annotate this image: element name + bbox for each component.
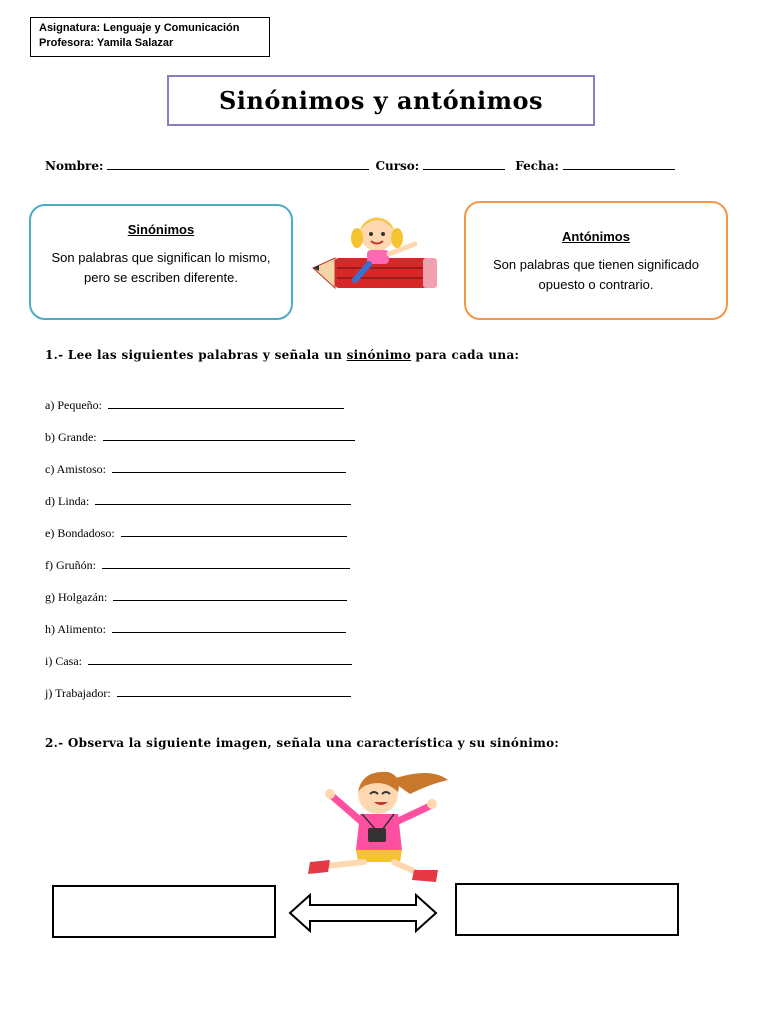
subject-label: Asignatura: Lenguaje y Comunicación bbox=[39, 22, 240, 34]
list-item bbox=[45, 398, 344, 413]
item-label: b) Grande: bbox=[45, 430, 97, 444]
synonyms-text: Son palabras que significan lo mismo, pero se escriben diferente. bbox=[51, 250, 271, 285]
question-1-prefix: 1.- Lee las siguientes palabras y señala un bbox=[45, 348, 347, 362]
item-label: f) Gruñón: bbox=[45, 558, 96, 572]
item-label: g) Holgazán: bbox=[45, 590, 108, 604]
list-item bbox=[45, 654, 352, 669]
item-label: h) Alimento: bbox=[45, 622, 106, 636]
antonyms-definition-box bbox=[464, 201, 728, 320]
answer-line[interactable] bbox=[112, 462, 346, 473]
antonyms-text: Son palabras que tienen significado opuesto o contrario. bbox=[493, 257, 699, 292]
answer-line[interactable] bbox=[103, 430, 355, 441]
item-label: c) Amistoso: bbox=[45, 462, 107, 476]
question-1-emphasis: sinónimo bbox=[346, 348, 412, 362]
list-item bbox=[45, 462, 346, 477]
synonym-answer-box[interactable] bbox=[455, 883, 679, 936]
answer-line[interactable] bbox=[95, 494, 351, 505]
list-item bbox=[45, 430, 355, 445]
item-label: i) Casa: bbox=[45, 654, 82, 668]
synonyms-heading: Sinónimos bbox=[127, 222, 195, 237]
answer-line[interactable] bbox=[88, 654, 352, 665]
name-field[interactable] bbox=[107, 157, 369, 170]
antonyms-heading: Antónimos bbox=[562, 229, 630, 244]
characteristic-answer-box[interactable] bbox=[52, 885, 276, 938]
list-item bbox=[45, 622, 346, 637]
list-item bbox=[45, 686, 351, 701]
synonyms-definition-box bbox=[29, 204, 293, 320]
question-1-suffix: para cada una: bbox=[411, 348, 520, 362]
course-field[interactable] bbox=[423, 157, 505, 170]
answer-line[interactable] bbox=[112, 622, 346, 633]
answer-line[interactable] bbox=[108, 398, 344, 409]
header-info-box bbox=[30, 17, 270, 57]
student-info-row bbox=[45, 157, 681, 173]
list-item bbox=[45, 526, 347, 541]
item-label: e) Bondadoso: bbox=[45, 526, 115, 540]
double-arrow-icon bbox=[288, 893, 438, 933]
name-label: Nombre: bbox=[45, 159, 104, 173]
item-label: j) Trabajador: bbox=[45, 686, 111, 700]
course-label: Curso: bbox=[375, 159, 420, 173]
question-1 bbox=[45, 348, 519, 362]
answer-line[interactable] bbox=[113, 590, 347, 601]
date-field[interactable] bbox=[563, 157, 675, 170]
page-title: Sinónimos y antónimos bbox=[167, 75, 595, 126]
girl-on-pencil-illustration bbox=[305, 208, 445, 308]
answer-line[interactable] bbox=[121, 526, 347, 537]
answer-line[interactable] bbox=[117, 686, 351, 697]
jumping-girl-illustration bbox=[290, 766, 460, 886]
date-label: Fecha: bbox=[515, 159, 559, 173]
answer-line[interactable] bbox=[102, 558, 350, 569]
item-label: a) Pequeño: bbox=[45, 398, 102, 412]
teacher-label: Profesora: Yamila Salazar bbox=[39, 37, 174, 49]
list-item bbox=[45, 590, 347, 605]
list-item bbox=[45, 558, 350, 573]
list-item bbox=[45, 494, 351, 509]
question-2: 2.- Observa la siguiente imagen, señala una característica y su sinónimo: bbox=[45, 736, 560, 750]
item-label: d) Linda: bbox=[45, 494, 90, 508]
